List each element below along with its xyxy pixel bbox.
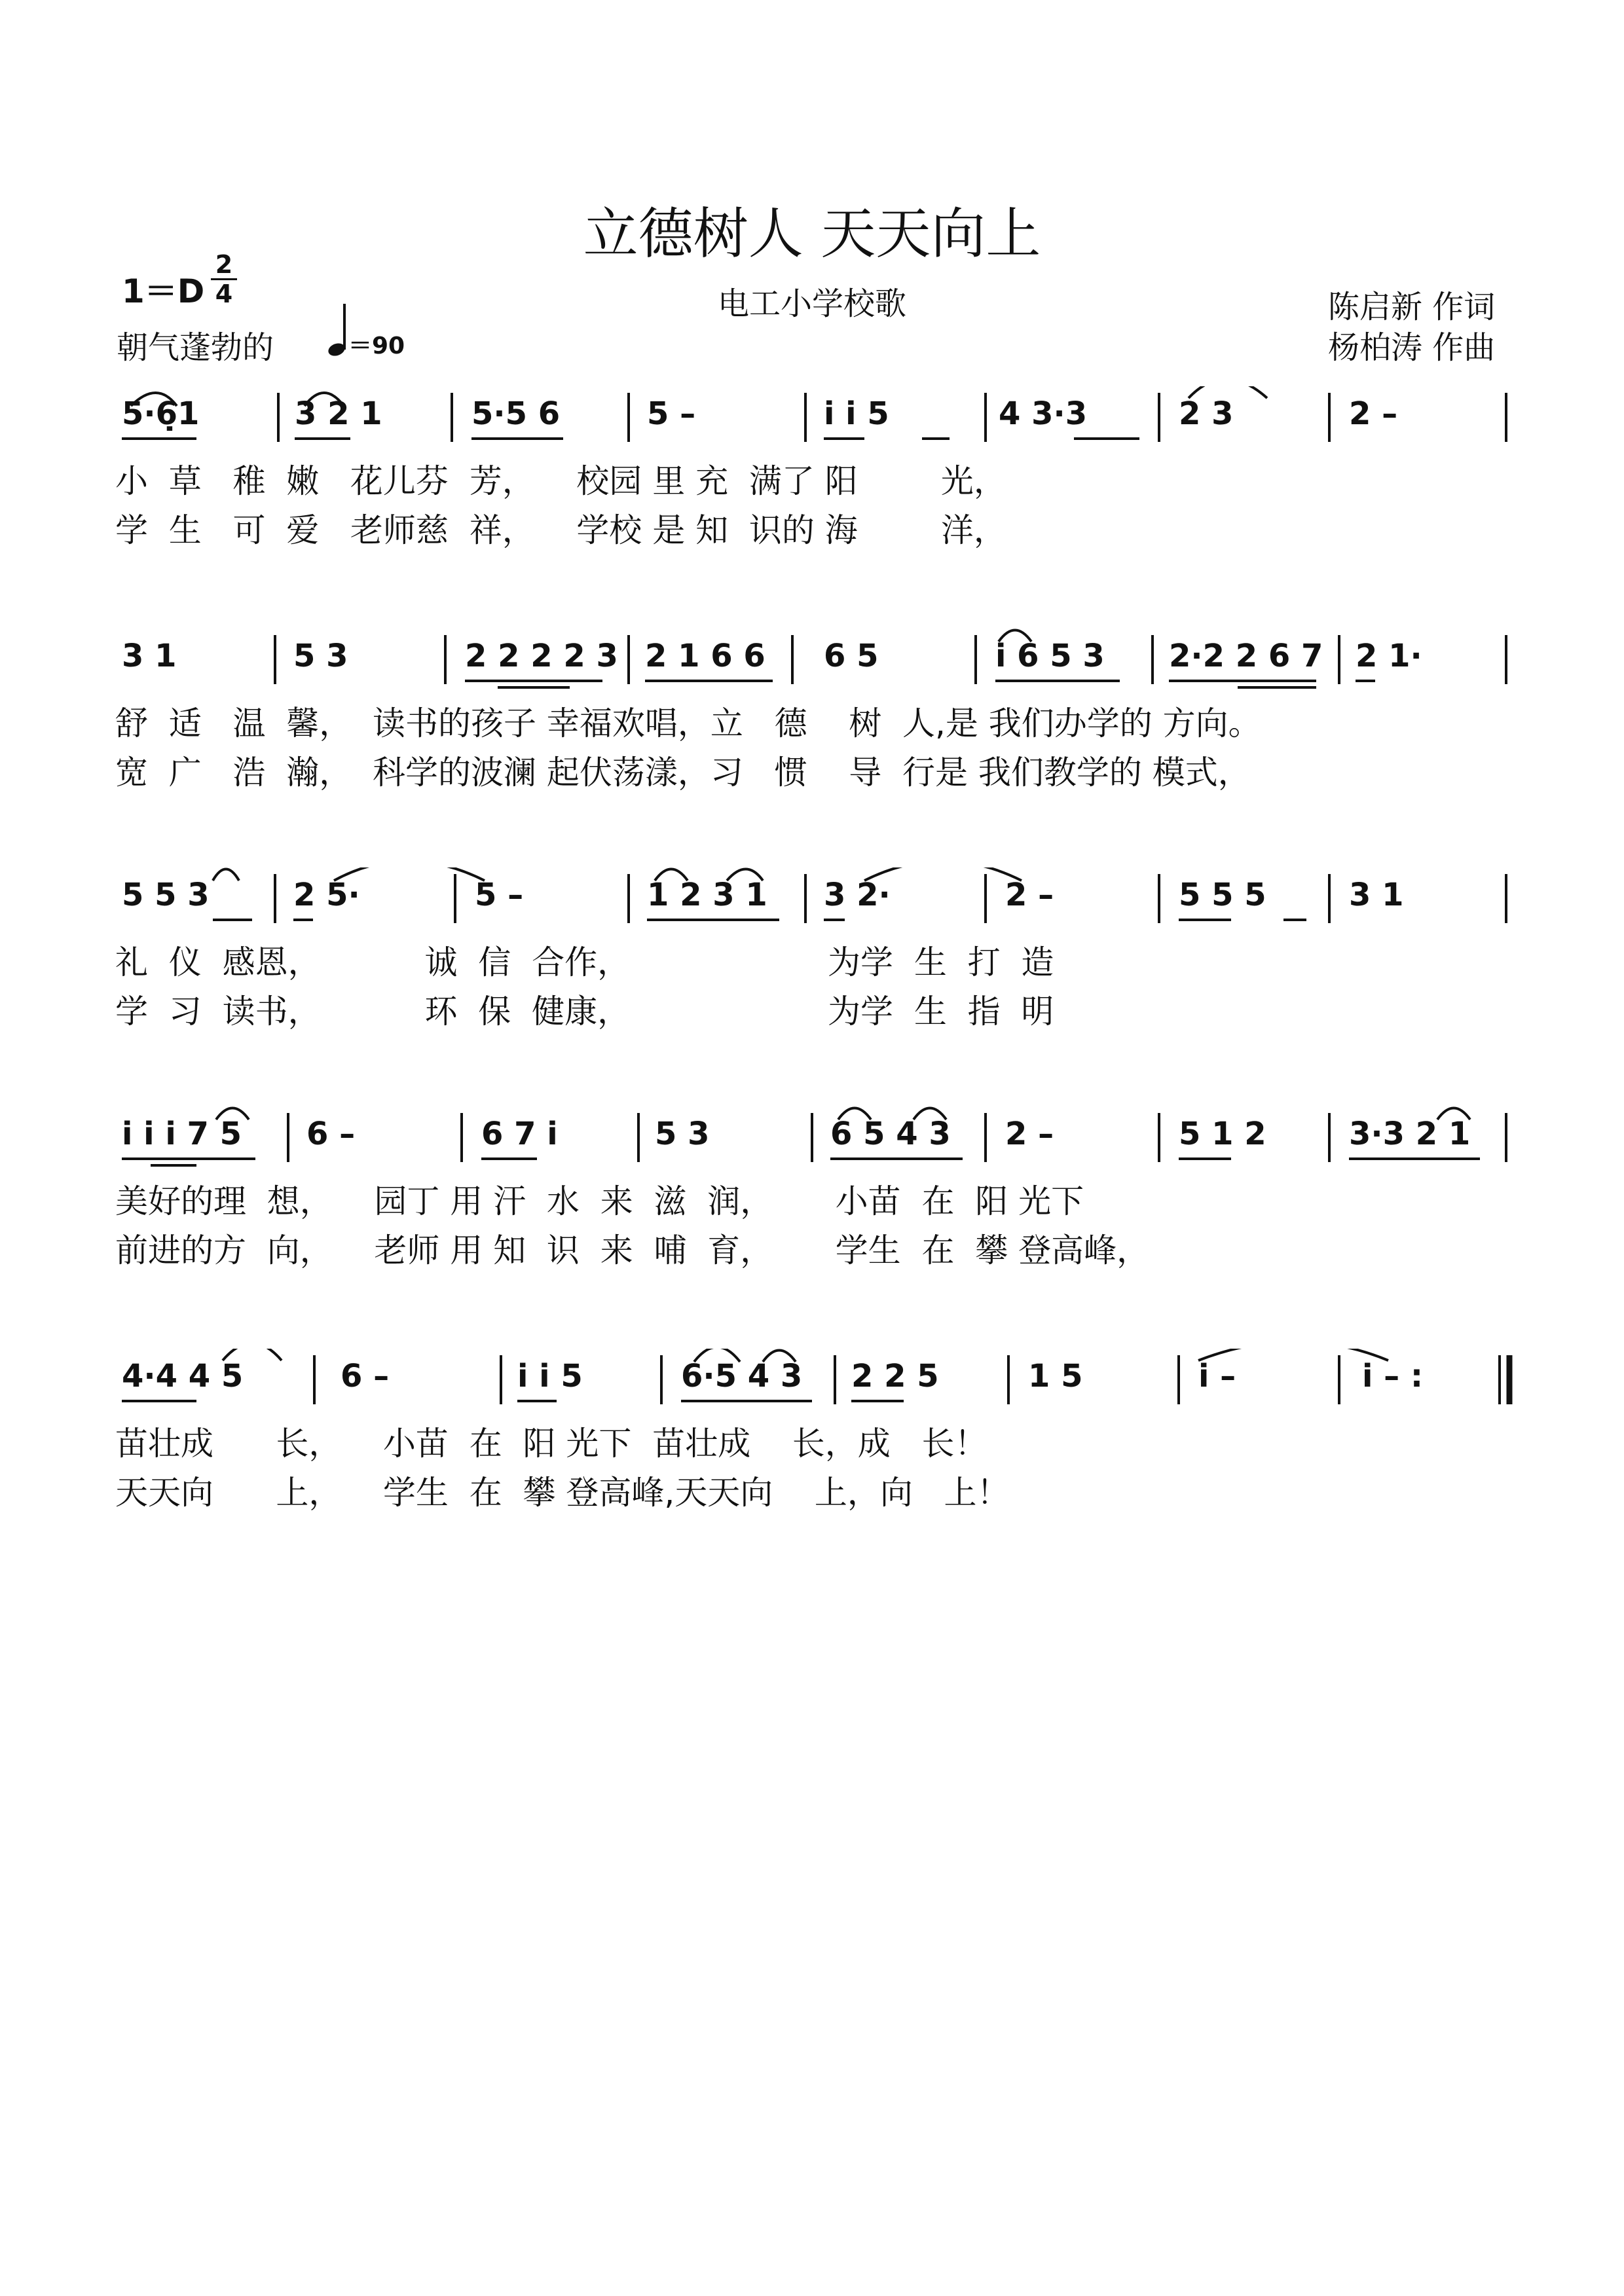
lyricist-credit: 陈启新 作词 xyxy=(1328,289,1496,325)
svg-text:2 –: 2 – xyxy=(1349,395,1398,432)
svg-text:4·4 4 5: 4·4 4 5 xyxy=(122,1358,244,1394)
svg-text:i –: i – xyxy=(1198,1358,1236,1394)
lyrics-verse-1: 苗壮成 长， 小苗 在 阳 光下 苗壮成 长，成 长！ xyxy=(115,1425,987,1463)
lyrics-verse-1: 舒 适 温 馨， 读书的孩子 幸福欢唱，立 德 树 人,是 我们办学的 方向。 xyxy=(115,704,1261,742)
score-notation-3 xyxy=(0,867,1624,946)
svg-text:2·2 2 6 7: 2·2 2 6 7 xyxy=(1169,638,1323,674)
lyrics-verse-2: 学 习 读书， 环 保 健康， 为学 生 指 明 xyxy=(115,993,1054,1030)
svg-text:2 1 6 6: 2 1 6 6 xyxy=(645,638,766,674)
time-signature-bottom: 4 xyxy=(215,280,233,308)
svg-text:1 5: 1 5 xyxy=(1028,1358,1083,1394)
composer-credit: 杨柏涛 作曲 xyxy=(1328,329,1496,366)
svg-text:2 2 2 2 3: 2 2 2 2 3 xyxy=(465,638,618,674)
svg-text:5 5 3: 5 5 3 xyxy=(122,877,210,913)
svg-text:2 5·: 2 5· xyxy=(293,877,360,913)
svg-text:6 5 4 3: 6 5 4 3 xyxy=(830,1116,951,1152)
lyrics-verse-1: 美好的理 想， 园丁 用 汗 水 来 滋 润， 小苗 在 阳 光下 xyxy=(115,1182,1084,1220)
key-signature: 1＝D xyxy=(122,272,205,310)
svg-text:1 2 3 1: 1 2 3 1 xyxy=(647,877,767,913)
svg-text:i – :: i – : xyxy=(1362,1358,1424,1394)
svg-text:i i i 7 5: i i i 7 5 xyxy=(122,1116,242,1152)
svg-text:2 1·: 2 1· xyxy=(1356,638,1422,674)
svg-text:i 6 5 3: i 6 5 3 xyxy=(995,638,1105,674)
svg-text:6 5: 6 5 xyxy=(824,638,879,674)
svg-text:6 7 i: 6 7 i xyxy=(481,1116,558,1152)
score-system-4 xyxy=(0,1106,1624,1303)
song-subtitle: 电工小学校歌 xyxy=(717,285,906,322)
svg-text:5·6̣1: 5·6̣1 xyxy=(122,395,200,432)
lyrics-verse-2: 天天向 上， 学生 在 攀 登高峰,天天向 上，向 上！ xyxy=(115,1474,1010,1512)
lyrics-verse-2: 前进的方 向， 老师 用 知 识 来 哺 育， 学生 在 攀 登高峰， xyxy=(115,1231,1150,1269)
svg-text:5 –: 5 – xyxy=(475,877,524,913)
svg-text:3 1: 3 1 xyxy=(1349,877,1404,913)
time-signature-top: 2 xyxy=(211,251,237,280)
svg-text:6 –: 6 – xyxy=(341,1358,390,1394)
svg-text:2 –: 2 – xyxy=(1005,877,1054,913)
svg-text:3 2 1: 3 2 1 xyxy=(295,395,382,432)
svg-text:5 5 5: 5 5 5 xyxy=(1179,877,1266,913)
svg-text:i i 5: i i 5 xyxy=(824,395,889,432)
svg-text:2 2 5: 2 2 5 xyxy=(851,1358,939,1394)
score-system-2 xyxy=(0,629,1624,825)
score-system-5 xyxy=(0,1349,1624,1545)
svg-text:3·3 2 1: 3·3 2 1 xyxy=(1349,1116,1471,1152)
score-system-3 xyxy=(0,867,1624,1064)
svg-text:5 3: 5 3 xyxy=(655,1116,710,1152)
svg-text:2 –: 2 – xyxy=(1005,1116,1054,1152)
lyrics-verse-2: 学 生 可 爱 老师慈 祥， 学校 是 知 识的 海 洋， xyxy=(115,511,1006,549)
score-notation-5 xyxy=(0,1349,1624,1427)
tempo-expression: 朝气蓬勃的 xyxy=(117,329,274,366)
lyrics-verse-1: 小 草 稚 嫩 花儿芬 芳， 校园 里 充 满了 阳 光， xyxy=(115,462,1006,500)
svg-text:6·5 4 3: 6·5 4 3 xyxy=(681,1358,803,1394)
svg-text:5 1 2: 5 1 2 xyxy=(1179,1116,1266,1152)
score-notation-2 xyxy=(0,629,1624,707)
svg-text:i i 5: i i 5 xyxy=(517,1358,583,1394)
svg-text:5 3: 5 3 xyxy=(293,638,348,674)
score-notation-1 xyxy=(0,386,1624,465)
svg-text:5 –: 5 – xyxy=(647,395,696,432)
score-system-1 xyxy=(0,386,1624,583)
svg-text:3 2·: 3 2· xyxy=(824,877,891,913)
svg-text:3 1: 3 1 xyxy=(122,638,177,674)
svg-text:4 3·3: 4 3·3 xyxy=(999,395,1088,432)
lyrics-verse-1: 礼 仪 感恩， 诚 信 合作， 为学 生 打 造 xyxy=(115,943,1054,981)
tempo-bpm: ＝90 xyxy=(348,333,405,359)
svg-text:2 3: 2 3 xyxy=(1179,395,1234,432)
svg-text:6 –: 6 – xyxy=(306,1116,356,1152)
time-signature xyxy=(211,251,237,308)
score-notation-4 xyxy=(0,1106,1624,1185)
song-title: 立德树人 天天向上 xyxy=(583,202,1041,266)
lyrics-verse-2: 宽 广 浩 瀚， 科学的波澜 起伏荡漾，习 惯 导 行是 我们教学的 模式， xyxy=(115,754,1251,792)
svg-text:5·5 6: 5·5 6 xyxy=(471,395,561,432)
